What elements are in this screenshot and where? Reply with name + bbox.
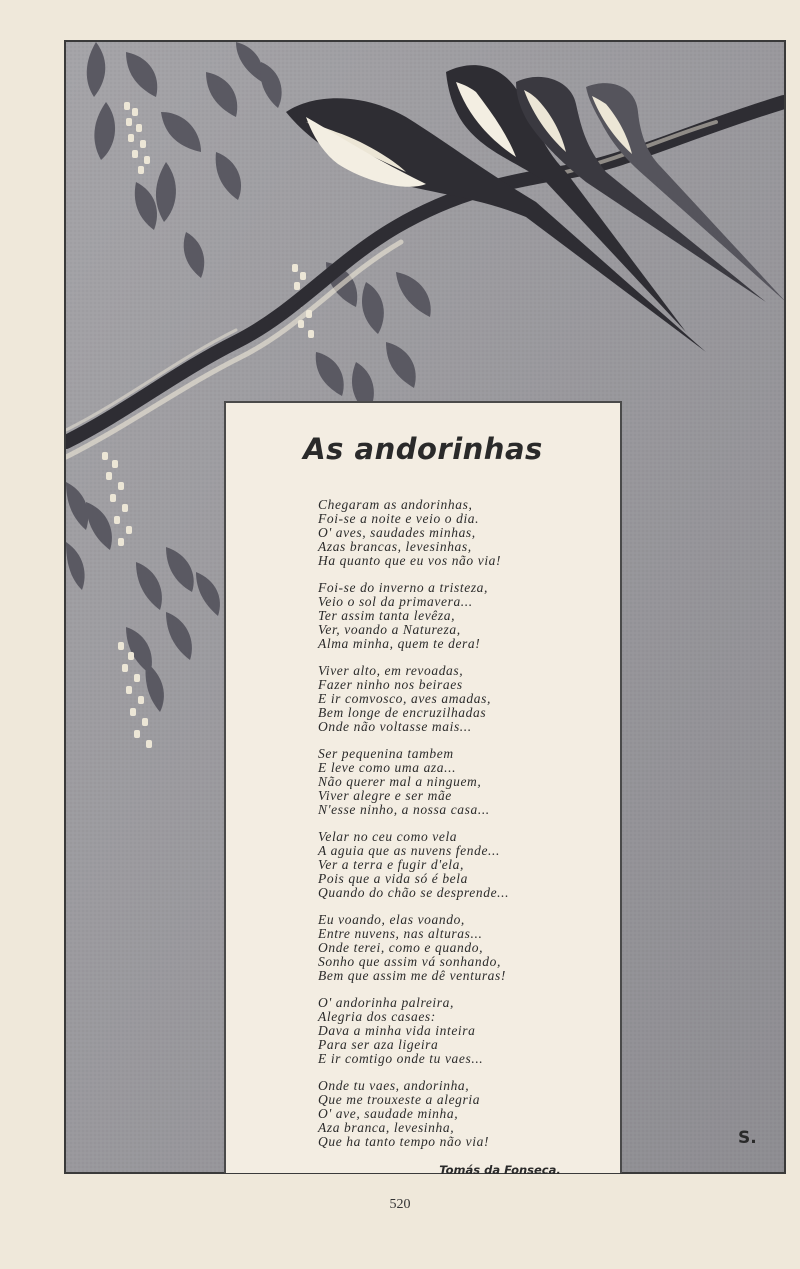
stanza — [318, 1079, 608, 1149]
verse-line: Viver alegre e ser mãe — [318, 788, 452, 804]
verse-line: Foi-se do inverno a tristeza, — [318, 579, 489, 595]
verse-line: Alegria dos casaes: — [318, 1008, 436, 1024]
verse-line: Ter assim tanta levêza, — [318, 608, 456, 624]
stanza — [318, 747, 608, 817]
verse-line: Viver alto, em revoadas, — [318, 662, 464, 678]
verse-line: Onde tu vaes, andorinha, — [318, 1077, 470, 1093]
verse-line: Bem que assim me dê venturas! — [318, 968, 506, 984]
verse-line: Não querer mal a ninguem, — [318, 774, 482, 790]
verse-line: Aza branca, levesinha, — [318, 1120, 455, 1136]
verse-line: Ver a terra e fugir d'ela, — [318, 857, 464, 873]
stanza — [318, 498, 608, 568]
verse-line: E ir comtigo onde tu vaes... — [318, 1051, 484, 1067]
verse-line: O' aves, saudades minhas, — [318, 525, 476, 541]
stanza — [318, 996, 608, 1066]
poem-title: As andorinhas — [303, 432, 543, 466]
verse-line: Alma minha, quem te dera! — [318, 636, 481, 652]
verse-line: Veio o sol da primavera... — [318, 594, 473, 610]
verse-line: Onde terei, como e quando, — [318, 940, 484, 956]
verse-line: Onde não voltasse mais... — [318, 719, 472, 735]
verse-line: Velar no ceu como vela — [318, 828, 458, 844]
poem-body — [318, 498, 608, 1162]
author-name: Tomás da Fonseca. — [439, 1163, 561, 1177]
stanza — [318, 664, 608, 734]
verse-line: O' ave, saudade minha, — [318, 1105, 459, 1121]
verse-line: E ir comvosco, aves amadas, — [318, 691, 491, 707]
verse-line: Fazer ninho nos beiraes — [318, 677, 463, 693]
stanza — [318, 913, 608, 983]
verse-line: Azas brancas, levesinhas, — [318, 539, 472, 555]
verse-line: Eu voando, elas voando, — [318, 911, 465, 927]
verse-line: Que ha tanto tempo não via! — [318, 1134, 490, 1150]
verse-line: Sonho que assim vá sonhando, — [318, 954, 501, 970]
verse-line: Dava a minha vida inteira — [318, 1023, 476, 1038]
verse-line: Foi-se a noite e veio o dia. — [318, 511, 480, 527]
verse-line: Pois que a vida só é bela — [318, 871, 468, 887]
verse-line: A aguia que as nuvens fende... — [318, 842, 500, 858]
verse-line: Ver, voando a Natureza, — [318, 622, 461, 638]
verse-line: Bem longe de encruzilhadas — [318, 705, 487, 721]
verse-line: E leve como uma aza... — [318, 760, 457, 775]
stanza — [318, 581, 608, 651]
stanza — [318, 830, 608, 900]
verse-line: Ha quanto que eu vos não via! — [318, 553, 502, 569]
verse-line: Que me trouxeste a alegria — [318, 1091, 481, 1107]
page-number: 520 — [389, 1197, 411, 1212]
verse-line: Chegaram as andorinhas, — [318, 497, 473, 512]
verse-line: Entre nuvens, nas alturas... — [318, 925, 483, 941]
verse-line: Ser pequenina tambem — [318, 745, 454, 761]
verse-line: Para ser aza ligeira — [318, 1037, 439, 1053]
verse-line: Quando do chão se desprende... — [318, 885, 510, 901]
verse-line: N'esse ninho, a nossa casa... — [318, 802, 490, 818]
verse-line: O' andorinha palreira, — [318, 994, 454, 1010]
artist-signature: S. — [738, 1128, 757, 1148]
